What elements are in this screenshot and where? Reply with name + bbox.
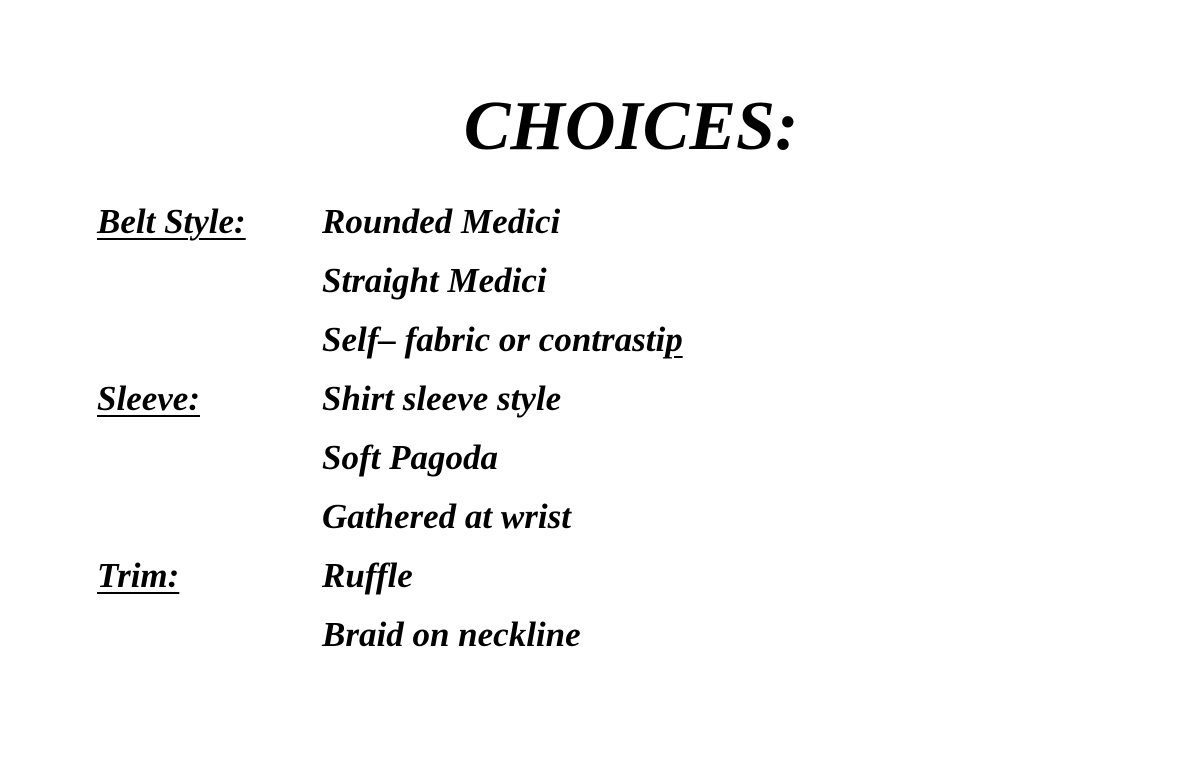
option-soft-pagoda: Soft Pagoda [322,438,498,477]
option-gathered-at-wrist: Gathered at wrist [322,497,571,536]
option-self-fabric [322,315,683,365]
option-shirt-sleeve-style: Shirt sleeve style [322,379,562,418]
group-label-sleeve: Sleeve: [97,379,200,418]
choice-row [0,610,1179,660]
option-straight-medici: Straight Medici [322,261,547,300]
choice-row [0,315,1179,365]
option-self-fabric-text: Self– fabric or contrasti [322,320,666,359]
choice-row [0,433,1179,483]
group-label-belt-style: Belt Style: [97,202,246,241]
group-label-trim: Trim: [97,556,180,595]
choice-row-belt-style [0,197,1179,247]
choice-row [0,492,1179,542]
option-rounded-medici: Rounded Medici [322,202,561,241]
option-ruffle: Ruffle [322,556,413,595]
option-braid-on-neckline: Braid on neckline [322,615,581,654]
choice-row-sleeve [0,374,1179,424]
choice-row-trim [0,551,1179,601]
page-title: CHOICES: [463,88,799,165]
choice-row [0,256,1179,306]
option-self-fabric-underlined-char: p [665,320,683,359]
